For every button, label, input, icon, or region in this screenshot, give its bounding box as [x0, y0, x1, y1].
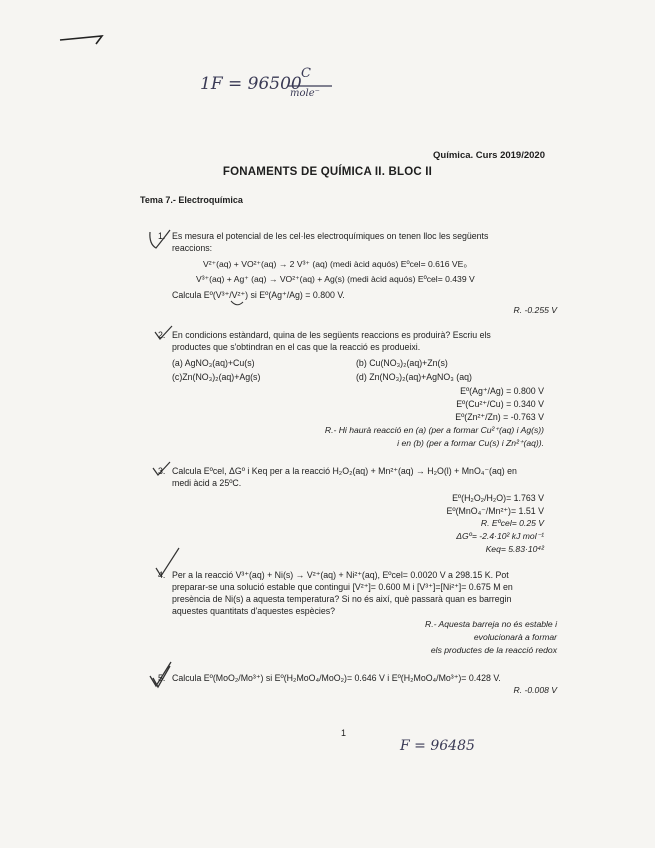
problem-2-text-line2: productes que s'obtindran en el cas que la reacció es produeixi.	[172, 342, 421, 352]
problem-1-number: 1.	[158, 231, 166, 241]
problem-3-data-1: Eº(H₂O₂/H₂O)= 1.763 V	[452, 493, 544, 503]
problem-3-answer-2: ΔGº= -2.4·10² kJ mol⁻¹	[456, 531, 544, 541]
problem-1-answer: R. -0.255 V	[513, 305, 557, 315]
problem-2-number: 2.	[158, 330, 166, 340]
problem-4-number: 4.	[158, 570, 166, 580]
problem-2-option-d: (d) Zn(NO₃)₂(aq)+AgNO₃ (aq)	[356, 372, 472, 382]
problem-1-question: Calcula Eº(V³⁺/V²⁺) si Eº(Ag⁺/Ag) = 0.800 V.	[172, 290, 345, 300]
page-number: 1	[341, 728, 347, 738]
problem-3-answer-3: Keq= 5.83·10⁴²	[485, 544, 544, 554]
problem-3-number: 3.	[158, 466, 166, 476]
problem-1-text-line2: reaccions:	[172, 243, 213, 253]
problem-1-text-line1: Es mesura el potencial de les cel·les electroquímiques on tenen lloc les següents	[172, 231, 489, 241]
problem-2-option-c: (c)Zn(NO₃)₂(aq)+Ag(s)	[172, 372, 261, 382]
problem-5-text-line1: Calcula Eº(MoO₂/Mo³⁺) si Eº(H₂MoO₄/MoO₂)= 0.646 V i Eº(H₂MoO₄/Mo³⁺)= 0.428 V.	[172, 673, 501, 683]
course-label: Química. Curs 2019/2020	[433, 150, 545, 161]
problem-2-answer-line2: i en (b) (per a formar Cu(s) i Zn²⁺(aq)).	[397, 438, 544, 448]
problem-1-reaction-1: V²⁺(aq) + VO²⁺(aq) → 2 V³⁺ (aq) (medi àcid aquós) Eºcel= 0.616 VE₀	[203, 259, 467, 269]
problem-5-number: 5.	[158, 673, 166, 683]
problem-2-text-line1: En condicions estàndard, quina de les següents reaccions es produirà? Escriu els	[172, 330, 491, 340]
handwritten-unit-denominator: mole⁻	[290, 88, 320, 99]
handwritten-underline-mark	[230, 300, 244, 308]
handwritten-faraday-bottom: F = 96485	[400, 738, 475, 754]
problem-2-option-a: (a) AgNO₃(aq)+Cu(s)	[172, 358, 255, 368]
problem-4-text-line1: Per a la reacció V³⁺(aq) + Ni(s) → V²⁺(aq) + Ni²⁺(aq), Eºcel= 0.0020 V a 298.15 K. Pot	[172, 570, 509, 580]
page-title: FONAMENTS DE QUÍMICA II. BLOC II	[222, 166, 433, 178]
problem-4-answer-line1: R.- Aquesta barreja no és estable i	[424, 619, 557, 629]
handwritten-unit-numerator: C	[301, 66, 311, 81]
problem-5-answer: R. -0.008 V	[513, 685, 557, 695]
problem-4-answer-line3: els productes de la reacció redox	[430, 645, 557, 655]
problem-2-answer-line1: R.- Hi haurà reacció en (a) (per a formar Cu²⁺(aq) i Ag(s))	[324, 425, 544, 435]
pen-stroke-mark	[58, 30, 108, 50]
topic-heading: Tema 7.- Electroquímica	[140, 195, 243, 205]
problem-2-data-2: Eº(Cu²⁺/Cu) = 0.340 V	[456, 399, 544, 409]
problem-2-data-3: Eº(Zn²⁺/Zn) = -0.763 V	[455, 412, 544, 422]
problem-2-data-1: Eº(Ag⁺/Ag) = 0.800 V	[460, 386, 544, 396]
problem-4-answer-line2: evolucionarà a formar	[473, 632, 557, 642]
problem-3-text-line1: Calcula Eºcel, ΔGº i Keq per a la reacció H₂O₂(aq) + Mn²⁺(aq) → H₂O(l) + MnO₄⁻(aq) en	[172, 466, 517, 476]
problem-3-data-2: Eº(MnO₄⁻/Mn²⁺)= 1.51 V	[446, 506, 544, 516]
problem-4-text-line4: aquestes quantitats d'aquestes espècies?	[172, 606, 336, 616]
problem-3-text-line2: medi àcid a 25ºC.	[172, 478, 242, 488]
problem-3-answer-1: R. Eºcel= 0.25 V	[480, 518, 544, 528]
problem-4-text-line2: preparar-se una solució estable que contingui [V²⁺]= 0.600 M i [V³⁺]=[Ni²⁺]= 0.675 M en	[172, 582, 513, 592]
problem-2-option-b: (b) Cu(NO₃)₂(aq)+Zn(s)	[356, 358, 448, 368]
handwritten-faraday-top: 1F = 96500	[200, 74, 302, 94]
problem-4-text-line3: presència de Ni(s) a aquesta temperatura? Si no és així, què passarà quan es barregin	[172, 594, 512, 604]
problem-1-reaction-2: V³⁺(aq) + Ag⁺ (aq) → VO²⁺(aq) + Ag(s) (medi àcid aquós) Eºcel= 0.439 V	[196, 274, 475, 284]
